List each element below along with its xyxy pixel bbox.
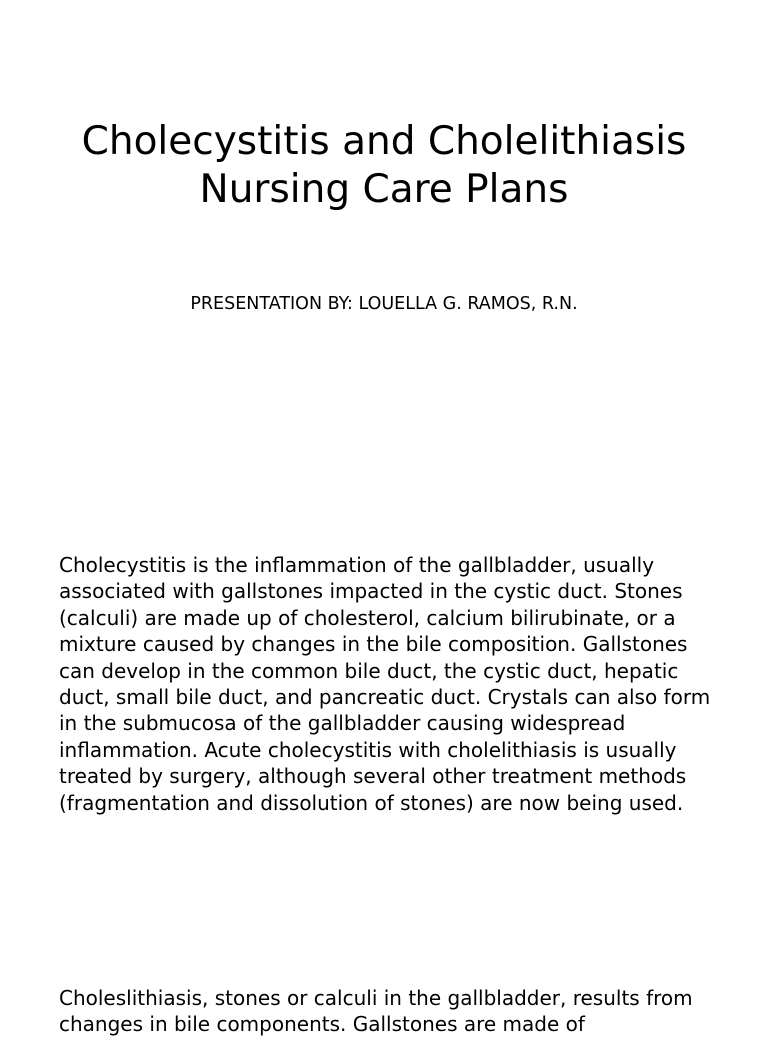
slide-title-line-1: Cholecystitis and Cholelithiasis xyxy=(81,119,687,164)
cholecystitis-paragraph: Cholecystitis is the inflammation of the gallbladder, usually associated with gallstones impacted in the cystic duct. Stones (calculi) are made up of cholesterol, calcium bilirubinate, or a mixture caused by changes in the bile composition. Gallstones can develop in the common bile duct, the cystic duct, hepatic duct, small bile duct, and pancreatic duct. Crystals can also form in the submucosa of the gallbladder causing widespread inflammation. Acute cholecystitis with cholelithiasis is usually treated by surgery, although several other treatment methods (fragmentation and dissolution of stones) are now being used. xyxy=(59,553,711,815)
presenter-credit: PRESENTATION BY: LOUELLA G. RAMOS, R.N. xyxy=(190,294,578,314)
slide-title-line-2: Nursing Care Plans xyxy=(199,167,569,212)
cholelithiasis-paragraph: Choleslithiasis, stones or calculi in the gallbladder, results from changes in bile components. Gallstones are made of xyxy=(59,986,693,1037)
slide-title xyxy=(0,118,768,214)
